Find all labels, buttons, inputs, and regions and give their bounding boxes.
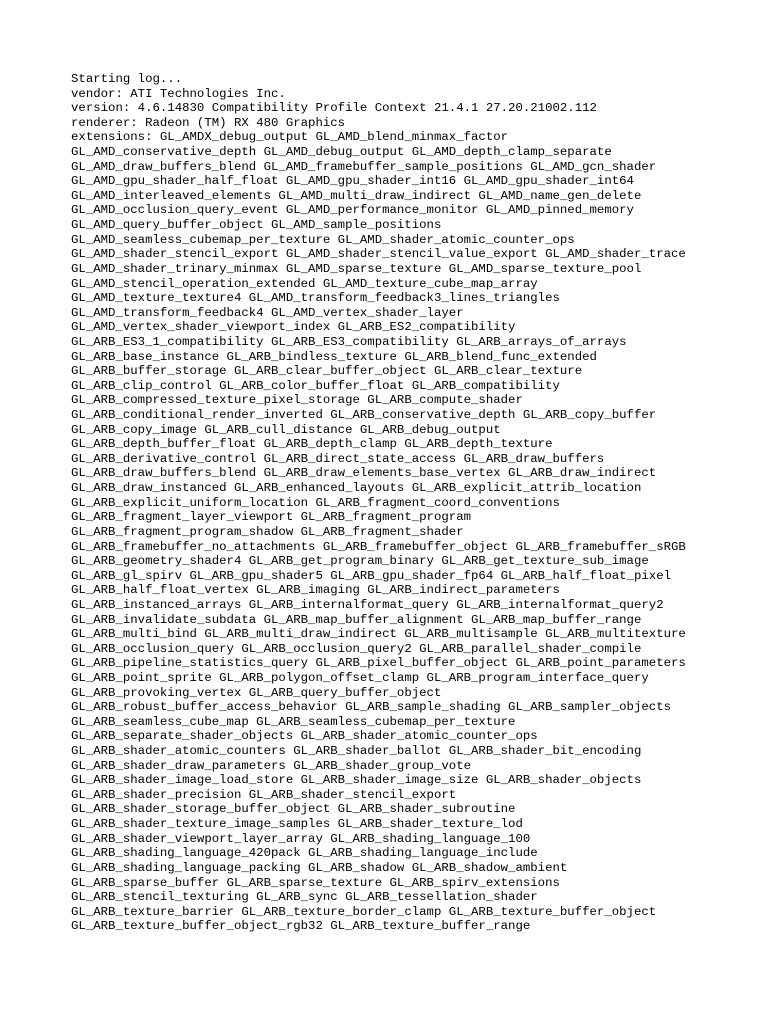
log-line: GL_AMD_occlusion_query_event GL_AMD_performance_monitor GL_AMD_pinned_memory: [71, 203, 634, 218]
log-line: GL_ARB_buffer_storage GL_ARB_clear_buffer_object GL_ARB_clear_texture: [71, 364, 583, 379]
log-line: GL_ARB_clip_control GL_ARB_color_buffer_float GL_ARB_compatibility: [71, 378, 560, 393]
log-text-block: [71, 72, 761, 934]
log-line: GL_ARB_half_float_vertex GL_ARB_imaging GL_ARB_indirect_parameters: [71, 583, 560, 598]
log-line: GL_AMD_conservative_depth GL_AMD_debug_output GL_AMD_depth_clamp_separate: [71, 145, 612, 160]
log-line: GL_AMD_gpu_shader_half_float GL_AMD_gpu_shader_int16 GL_AMD_gpu_shader_int64: [71, 174, 634, 189]
log-line: GL_ARB_shader_precision GL_ARB_shader_stencil_export: [71, 787, 457, 802]
log-line: GL_ARB_explicit_uniform_location GL_ARB_fragment_coord_conventions: [71, 495, 560, 510]
log-line: GL_ARB_stencil_texturing GL_ARB_sync GL_ARB_tessellation_shader: [71, 890, 538, 905]
log-line: GL_ARB_shader_image_load_store GL_ARB_shader_image_size GL_ARB_shader_objects: [71, 773, 642, 788]
log-line: GL_ARB_shader_texture_image_samples GL_ARB_shader_texture_lod: [71, 817, 523, 832]
log-line: GL_ARB_provoking_vertex GL_ARB_query_buffer_object: [71, 685, 442, 700]
log-line: GL_AMD_query_buffer_object GL_AMD_sample_positions: [71, 218, 442, 233]
log-line: GL_ARB_base_instance GL_ARB_bindless_texture GL_ARB_blend_func_extended: [71, 349, 597, 364]
log-line: GL_ARB_derivative_control GL_ARB_direct_state_access GL_ARB_draw_buffers: [71, 451, 605, 466]
log-line: GL_AMD_seamless_cubemap_per_texture GL_AMD_shader_atomic_counter_ops: [71, 232, 575, 247]
log-line: GL_ARB_fragment_program_shadow GL_ARB_fragment_shader: [71, 524, 464, 539]
log-line: GL_ARB_copy_image GL_ARB_cull_distance GL_ARB_debug_output: [71, 422, 501, 437]
log-line: GL_ARB_compressed_texture_pixel_storage GL_ARB_compute_shader: [71, 393, 523, 408]
log-line: GL_ARB_multi_bind GL_ARB_multi_draw_indirect GL_ARB_multisample GL_ARB_multitexture: [71, 627, 686, 642]
log-line: GL_ARB_sparse_buffer GL_ARB_sparse_texture GL_ARB_spirv_extensions: [71, 875, 560, 890]
log-line: GL_AMD_texture_texture4 GL_AMD_transform_feedback3_lines_triangles: [71, 291, 560, 306]
log-line: GL_ARB_conditional_render_inverted GL_ARB_conservative_depth GL_ARB_copy_buffer: [71, 408, 657, 423]
log-line: GL_AMD_vertex_shader_viewport_index GL_ARB_ES2_compatibility: [71, 320, 516, 335]
log-line-extensions: extensions: GL_AMDX_debug_output GL_AMD_blend_minmax_factor: [71, 130, 509, 145]
log-line: GL_ARB_texture_buffer_object_rgb32 GL_ARB_texture_buffer_range: [71, 919, 531, 934]
log-line-vendor: vendor: ATI Technologies Inc.: [71, 86, 286, 101]
log-line-renderer: renderer: Radeon (TM) RX 480 Graphics: [71, 115, 346, 130]
log-line: GL_ARB_pipeline_statistics_query GL_ARB_pixel_buffer_object GL_ARB_point_parameters: [71, 656, 686, 671]
log-line: GL_ARB_ES3_1_compatibility GL_ARB_ES3_compatibility GL_ARB_arrays_of_arrays: [71, 334, 627, 349]
log-line: GL_ARB_shader_atomic_counters GL_ARB_shader_ballot GL_ARB_shader_bit_encoding: [71, 744, 642, 759]
log-line: GL_ARB_shader_draw_parameters GL_ARB_shader_group_vote: [71, 758, 472, 773]
log-line: GL_ARB_robust_buffer_access_behavior GL_ARB_sample_shading GL_ARB_sampler_objects: [71, 700, 672, 715]
log-line: GL_ARB_geometry_shader4 GL_ARB_get_program_binary GL_ARB_get_texture_sub_image: [71, 554, 649, 569]
log-line: GL_AMD_stencil_operation_extended GL_AMD_texture_cube_map_array: [71, 276, 538, 291]
log-line: GL_ARB_shading_language_packing GL_ARB_shadow GL_ARB_shadow_ambient: [71, 860, 568, 875]
log-line: GL_AMD_transform_feedback4 GL_AMD_vertex_shader_layer: [71, 305, 464, 320]
log-line: GL_ARB_gl_spirv GL_ARB_gpu_shader5 GL_ARB_gpu_shader_fp64 GL_ARB_half_float_pixel: [71, 568, 672, 583]
log-line: GL_ARB_seamless_cube_map GL_ARB_seamless_cubemap_per_texture: [71, 714, 516, 729]
log-line: GL_ARB_shader_viewport_layer_array GL_ARB_shading_language_100: [71, 831, 531, 846]
log-line: GL_ARB_shader_storage_buffer_object GL_ARB_shader_subroutine: [71, 802, 516, 817]
log-line: GL_AMD_interleaved_elements GL_AMD_multi_draw_indirect GL_AMD_name_gen_delete: [71, 188, 642, 203]
log-line: GL_AMD_shader_trinary_minmax GL_AMD_sparse_texture GL_AMD_sparse_texture_pool: [71, 261, 642, 276]
log-line: GL_AMD_draw_buffers_blend GL_AMD_framebuffer_sample_positions GL_AMD_gcn_shader: [71, 159, 657, 174]
log-line: GL_ARB_framebuffer_no_attachments GL_ARB_framebuffer_object GL_ARB_framebuffer_sRGB: [71, 539, 686, 554]
log-line: GL_ARB_instanced_arrays GL_ARB_internalformat_query GL_ARB_internalformat_query2: [71, 597, 664, 612]
log-line: GL_ARB_shading_language_420pack GL_ARB_shading_language_include: [71, 846, 538, 861]
log-line: GL_ARB_separate_shader_objects GL_ARB_shader_atomic_counter_ops: [71, 729, 538, 744]
log-line: GL_ARB_texture_barrier GL_ARB_texture_border_clamp GL_ARB_texture_buffer_object: [71, 904, 657, 919]
log-line: GL_ARB_depth_buffer_float GL_ARB_depth_clamp GL_ARB_depth_texture: [71, 437, 553, 452]
log-line: GL_ARB_point_sprite GL_ARB_polygon_offset_clamp GL_ARB_program_interface_query: [71, 670, 649, 685]
log-line: GL_ARB_invalidate_subdata GL_ARB_map_buffer_alignment GL_ARB_map_buffer_range: [71, 612, 642, 627]
log-line: GL_ARB_occlusion_query GL_ARB_occlusion_query2 GL_ARB_parallel_shader_compile: [71, 641, 642, 656]
log-line-version: version: 4.6.14830 Compatibility Profile Context 21.4.1 27.20.21002.112: [71, 101, 597, 116]
log-line: GL_ARB_draw_buffers_blend GL_ARB_draw_elements_base_vertex GL_ARB_draw_indirect: [71, 466, 657, 481]
log-line: GL_ARB_draw_instanced GL_ARB_enhanced_layouts GL_ARB_explicit_attrib_location: [71, 481, 642, 496]
log-line: GL_ARB_fragment_layer_viewport GL_ARB_fragment_program: [71, 510, 472, 525]
log-line: GL_AMD_shader_stencil_export GL_AMD_shader_stencil_value_export GL_AMD_shader_trace: [71, 247, 686, 262]
log-line-starting: Starting log...: [71, 72, 183, 86]
